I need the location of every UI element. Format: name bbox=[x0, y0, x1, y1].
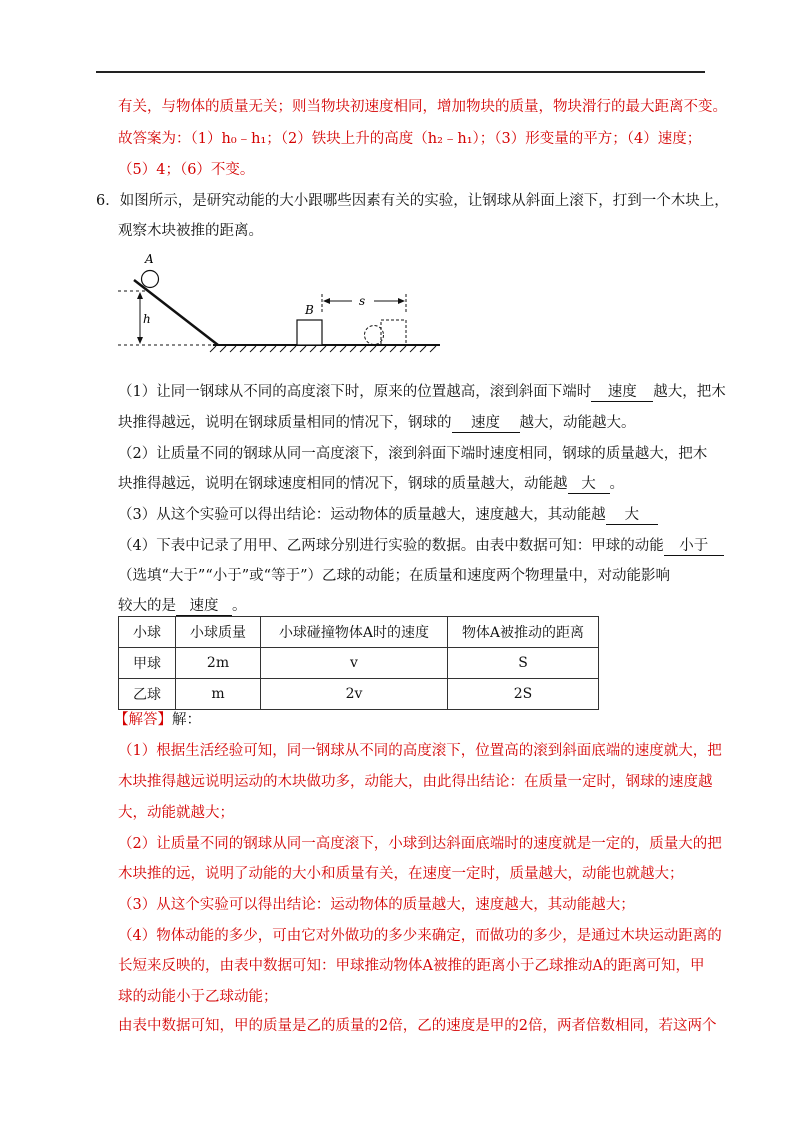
subquestion-4-line-3 bbox=[118, 597, 247, 616]
header-rule bbox=[96, 71, 705, 73]
table-header-row bbox=[119, 617, 599, 648]
answer-1-line-1: （1）根据生活经验可知，同一钢球从不同的高度滚下，位置高的滚到斜面底端的速度就大，把 bbox=[118, 743, 722, 759]
subquestion-1-text-d: 越大，动能越大。 bbox=[519, 415, 636, 431]
subquestion-2-text-c: 。 bbox=[609, 476, 624, 492]
prev-answer-line-2: 故答案为：（1）h₀﹣h₁；（2）铁块上升的高度（h₂﹣h₁）；（3）形变量的平方；（4）速度； bbox=[118, 131, 702, 147]
prev-answer-line-3: （5）4；（6）不变。 bbox=[118, 162, 255, 178]
table-cell: 2m bbox=[176, 648, 261, 679]
table-cell: v bbox=[261, 648, 448, 679]
subquestion-1-text-c: 块推得越远，说明在钢球质量相同的情况下，钢球的 bbox=[118, 415, 452, 431]
subquestion-4-line-2: （选填“大于”“小于”或“等于”）乙球的动能；在质量和速度两个物理量中，对动能影响 bbox=[118, 568, 670, 584]
subquestion-3-text-a: （3）从这个实验可以得出结论：运动物体的质量越大，速度越大，其动能越 bbox=[118, 507, 606, 523]
question-stem-line-2: 观察木块被推的距离。 bbox=[118, 223, 263, 239]
question-stem-text-1: 如图所示，是研究动能的大小跟哪些因素有关的实验，让钢球从斜面上滚下，打到一个木块上， bbox=[119, 193, 729, 209]
answer-1-line-3: 大，动能就越大； bbox=[118, 805, 234, 821]
subquestion-4-text-c: 较大的是 bbox=[118, 598, 176, 614]
answer-blank-2-speed: 速度 bbox=[452, 414, 520, 433]
table-cell: S bbox=[448, 648, 599, 679]
subquestion-1-text-b: 越大，把木 bbox=[653, 384, 726, 400]
table-row bbox=[119, 679, 599, 710]
answer-4-line-2: 长短来反映的，由表中数据可知：甲球推动物体A被推的距离小于乙球推动A的距离可知，甲 bbox=[118, 958, 705, 974]
answer-blank-4-large: 大 bbox=[606, 506, 658, 525]
answer-blank-1-speed: 速度 bbox=[591, 383, 653, 402]
distance-arrow-left-head bbox=[323, 298, 330, 304]
ball-label: A bbox=[145, 252, 154, 266]
answer-blank-3-large: 大 bbox=[568, 475, 610, 494]
question-number: 6． bbox=[96, 193, 120, 209]
table-cell: 甲球 bbox=[119, 648, 176, 679]
answer-blank-5-less-than: 小于 bbox=[664, 537, 724, 556]
answer-4-line-4: 由表中数据可知，甲的质量是乙的质量的2倍，乙的速度是甲的2倍，两者倍数相同，若这两个 bbox=[118, 1018, 717, 1034]
table-row bbox=[119, 648, 599, 679]
incline-experiment-diagram bbox=[118, 250, 448, 360]
table-header-cell: 小球碰撞物体A时的速度 bbox=[261, 617, 448, 648]
subquestion-4-text-a: （4）下表中记录了用甲、乙两球分别进行实验的数据。由表中数据可知：甲球的动能 bbox=[118, 538, 664, 554]
subquestion-4-line-1 bbox=[118, 537, 724, 556]
table-header-cell: 小球 bbox=[119, 617, 176, 648]
subquestion-1-text-a: （1）让同一钢球从不同的高度滚下时，原来的位置越高，滚到斜面下端时 bbox=[118, 384, 592, 400]
table-cell: 2v bbox=[261, 679, 448, 710]
subquestion-4-text-d: 。 bbox=[232, 598, 247, 614]
table-cell: m bbox=[176, 679, 261, 710]
table-cell: 乙球 bbox=[119, 679, 176, 710]
subquestion-2-line-1: （2）让质量不同的钢球从同一高度滚下，滚到斜面下端时速度相同，钢球的质量越大，把木 bbox=[118, 446, 708, 462]
prev-answer-line-1: 有关，与物体的质量无关；则当物块初速度相同，增加物块的质量，物块滑行的最大距离不变。 bbox=[118, 99, 727, 115]
answer-heading: 【解答】 bbox=[114, 712, 172, 728]
subquestion-3-line-1 bbox=[118, 506, 658, 525]
subquestion-1-line-1 bbox=[118, 383, 726, 402]
answer-heading-suffix: 解： bbox=[172, 712, 201, 728]
wood-block-b bbox=[297, 320, 322, 345]
height-arrow-down-head bbox=[137, 337, 143, 344]
experiment-data-table bbox=[118, 616, 599, 710]
block-label: B bbox=[305, 303, 314, 317]
distance-label: s bbox=[359, 294, 366, 308]
subquestion-2-line-2 bbox=[118, 475, 624, 494]
answer-2-line-1: （2）让质量不同的钢球从同一高度滚下，小球到达斜面底端时的速度就是一定的，质量大的把 bbox=[118, 836, 722, 852]
answer-2-line-2: 木块推的远，说明了动能的大小和质量有关，在速度一定时，质量越大，动能也就越大； bbox=[118, 866, 684, 882]
steel-ball-a bbox=[142, 271, 159, 288]
answer-4-line-3: 球的动能小于乙球动能； bbox=[118, 989, 278, 1005]
moved-block-dashed bbox=[381, 320, 406, 345]
answer-3-line-1: （3）从这个实验可以得出结论：运动物体的质量越大，速度越大，其动能越大； bbox=[118, 897, 635, 913]
answer-blank-6-speed: 速度 bbox=[176, 597, 232, 616]
subquestion-1-line-2 bbox=[118, 414, 636, 433]
height-label: h bbox=[143, 312, 151, 326]
table-cell: 2S bbox=[448, 679, 599, 710]
table-header-cell: 小球质量 bbox=[176, 617, 261, 648]
answer-heading-line bbox=[114, 711, 201, 729]
height-arrow-up-head bbox=[137, 292, 143, 299]
answer-1-line-2: 木块推得越远说明运动的木块做功多，动能大，由此得出结论：在质量一定时，钢球的速度越 bbox=[118, 774, 713, 790]
table-header-cell: 物体A被推动的距离 bbox=[448, 617, 599, 648]
question-stem-line-1 bbox=[96, 192, 729, 210]
answer-4-line-1: （4）物体动能的多少，可由它对外做功的多少来确定，而做功的多少，是通过木块运动距离的 bbox=[118, 928, 722, 944]
ground-hatching bbox=[210, 346, 436, 352]
subquestion-2-text-b: 块推得越远，说明在钢球速度相同的情况下，钢球的质量越大，动能越 bbox=[118, 476, 568, 492]
distance-arrow-right-head bbox=[398, 298, 405, 304]
